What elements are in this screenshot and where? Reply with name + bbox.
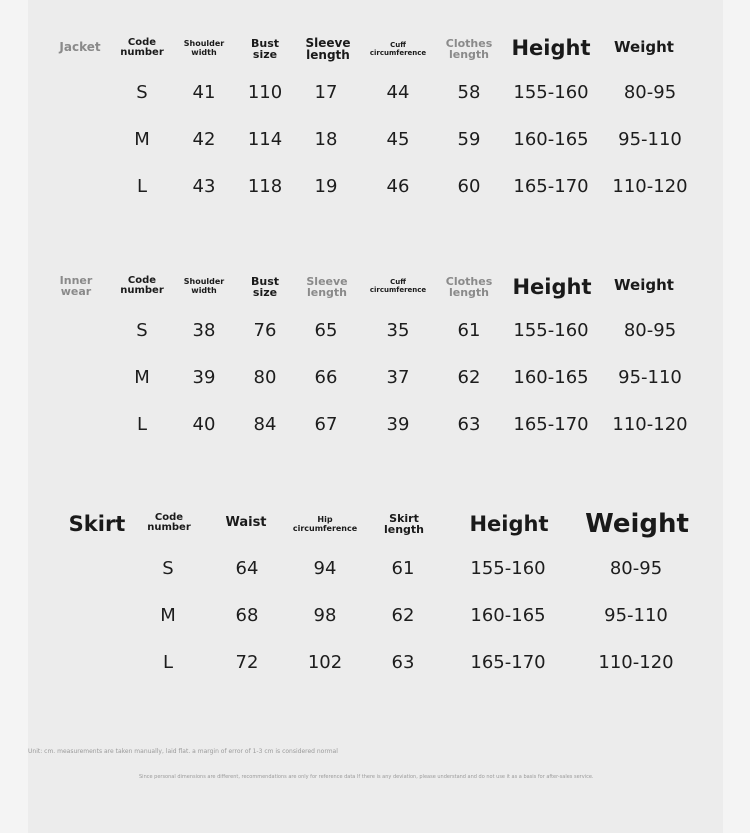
hip-value: 102 — [307, 652, 343, 673]
bust-value: 118 — [247, 176, 283, 197]
header-bust-size: Bust size — [250, 37, 280, 61]
header-weight: Weight — [585, 509, 689, 539]
skirt-length-value: 61 — [391, 558, 415, 579]
bust-value: 84 — [253, 414, 277, 435]
shoulder-value: 43 — [192, 176, 216, 197]
bust-value: 76 — [253, 320, 277, 341]
weight-value: 110-120 — [598, 652, 674, 673]
height-value: 165-170 — [513, 414, 589, 435]
header-bust-size: Bust size — [250, 275, 280, 299]
header-code-number: Code number — [120, 37, 164, 58]
bust-value: 110 — [247, 82, 283, 103]
header-skirt-length: Skirt length — [383, 512, 425, 536]
size-code: M — [134, 129, 150, 150]
weight-value: 95-110 — [618, 129, 682, 150]
header-height: Height — [469, 512, 549, 536]
cuff-value: 45 — [386, 129, 410, 150]
height-value: 165-170 — [513, 176, 589, 197]
shoulder-value: 38 — [192, 320, 216, 341]
header-shoulder-width: Shoulder width — [183, 39, 225, 57]
header-code-number: Code number — [147, 512, 191, 533]
weight-value: 110-120 — [612, 414, 688, 435]
height-value: 160-165 — [513, 367, 589, 388]
sleeve-value: 18 — [314, 129, 338, 150]
header-sleeve-length: Sleeve length — [305, 36, 351, 62]
size-code: L — [136, 414, 148, 435]
size-code: L — [136, 176, 148, 197]
shoulder-value: 39 — [192, 367, 216, 388]
header-height: Height — [512, 275, 592, 299]
bust-value: 80 — [253, 367, 277, 388]
header-weight: Weight — [614, 276, 674, 294]
clothes-length-value: 60 — [457, 176, 481, 197]
height-value: 155-160 — [513, 320, 589, 341]
disclaimer-note: Since personal dimensions are different, recommendations are only for reference data If there is any deviation, please understand and do not use it as a basis for after-sales service. — [139, 774, 594, 780]
header-height: Height — [511, 36, 591, 60]
header-cuff-circumference: Cuff circumference — [369, 41, 427, 57]
header-sleeve-length: Sleeve length — [306, 275, 348, 299]
cuff-value: 39 — [386, 414, 410, 435]
sleeve-value: 66 — [314, 367, 338, 388]
weight-value: 80-95 — [623, 320, 677, 341]
skirt-title: Skirt — [68, 512, 126, 536]
unit-note: Unit: cm. measurements are taken manually, laid flat. a margin of error of 1-3 cm is considered normal — [28, 748, 338, 755]
jacket-title: Jacket — [59, 40, 101, 54]
size-code: S — [136, 82, 148, 103]
size-code: L — [162, 652, 174, 673]
waist-value: 72 — [235, 652, 259, 673]
cuff-value: 37 — [386, 367, 410, 388]
header-waist: Waist — [225, 515, 267, 530]
weight-value: 95-110 — [604, 605, 668, 626]
clothes-length-value: 58 — [457, 82, 481, 103]
size-code: S — [136, 320, 148, 341]
bust-value: 114 — [247, 129, 283, 150]
height-value: 165-170 — [470, 652, 546, 673]
clothes-length-value: 59 — [457, 129, 481, 150]
header-clothes-length: Clothes length — [445, 37, 493, 61]
height-value: 160-165 — [470, 605, 546, 626]
cuff-value: 46 — [386, 176, 410, 197]
innerwear-title: Inner wear — [59, 274, 93, 298]
waist-value: 68 — [235, 605, 259, 626]
height-value: 155-160 — [470, 558, 546, 579]
waist-value: 64 — [235, 558, 259, 579]
sleeve-value: 19 — [314, 176, 338, 197]
shoulder-value: 40 — [192, 414, 216, 435]
header-code-number: Code number — [120, 275, 164, 296]
cuff-value: 35 — [386, 320, 410, 341]
skirt-length-value: 62 — [391, 605, 415, 626]
hip-value: 98 — [313, 605, 337, 626]
header-clothes-length: Clothes length — [445, 275, 493, 299]
size-code: M — [160, 605, 176, 626]
header-cuff-circumference: Cuff circumference — [369, 278, 427, 294]
shoulder-value: 41 — [192, 82, 216, 103]
sleeve-value: 17 — [314, 82, 338, 103]
header-weight: Weight — [614, 38, 674, 56]
sleeve-value: 65 — [314, 320, 338, 341]
clothes-length-value: 61 — [457, 320, 481, 341]
size-code: S — [162, 558, 174, 579]
height-value: 155-160 — [513, 82, 589, 103]
weight-value: 80-95 — [623, 82, 677, 103]
shoulder-value: 42 — [192, 129, 216, 150]
size-code: M — [134, 367, 150, 388]
weight-value: 95-110 — [618, 367, 682, 388]
header-hip-circumference: Hip circumference — [292, 515, 358, 533]
weight-value: 80-95 — [609, 558, 663, 579]
clothes-length-value: 63 — [457, 414, 481, 435]
header-shoulder-width: Shoulder width — [183, 277, 225, 295]
skirt-length-value: 63 — [391, 652, 415, 673]
clothes-length-value: 62 — [457, 367, 481, 388]
height-value: 160-165 — [513, 129, 589, 150]
cuff-value: 44 — [386, 82, 410, 103]
hip-value: 94 — [313, 558, 337, 579]
weight-value: 110-120 — [612, 176, 688, 197]
sleeve-value: 67 — [314, 414, 338, 435]
